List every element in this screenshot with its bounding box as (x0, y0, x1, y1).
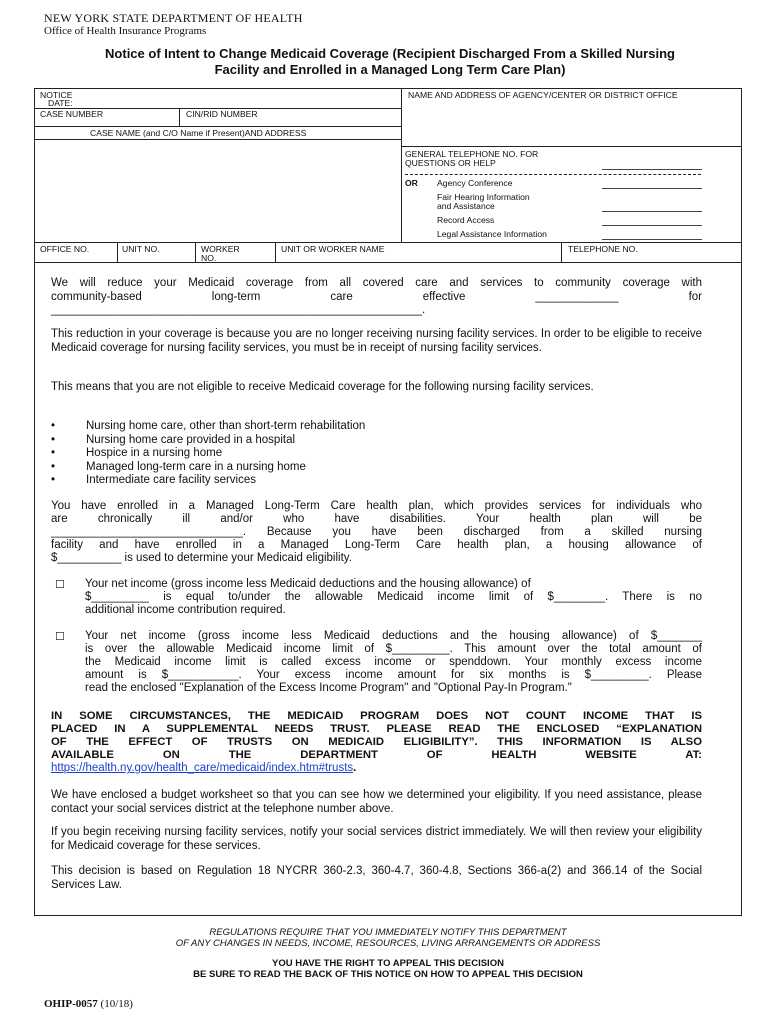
cin-rid-label: CIN/RID NUMBER (186, 109, 258, 119)
option-2-line-3: the Medicaid income limit is called excess income or spenddown. Your monthly excess income (85, 656, 702, 668)
option-1-line-1: Your net income (gross income less Medicaid deductions and the housing allowance) of (85, 578, 531, 590)
legal-assistance-label: Legal Assistance Information (437, 229, 547, 239)
agency-name: NEW YORK STATE DEPARTMENT OF HEALTH (44, 11, 303, 25)
budget-worksheet-paragraph: We have enclosed a budget worksheet so that you can see how we determined your eligibility. If you need assistance, please contact your social services district at the telephone number above. (51, 789, 702, 815)
mltc-line-3: ______________________________. Because you have been discharged from a skilled nursing (51, 526, 702, 538)
option-2-line-1: Your net income (gross income less Medicaid deductions and the housing allowance) of $_______ (85, 630, 702, 642)
case-number-label: CASE NUMBER (40, 109, 104, 119)
trust-notice-line-4: AVAILABLE ON THE DEPARTMENT OF HEALTH WEBSITE AT: (51, 749, 702, 761)
regulations-notice-line-1: REGULATIONS REQUIRE THAT YOU IMMEDIATELY NOTIFY THIS DEPARTMENT (209, 927, 567, 938)
appeal-right-line: YOU HAVE THE RIGHT TO APPEAL THIS DECISION (272, 958, 504, 969)
record-access-label: Record Access (437, 215, 495, 225)
option-2-line-2: is over the allowable Medicaid income limit of $_________. This amount over the total amount of (85, 643, 702, 655)
form-id: OHIP-0057 (10/18) (44, 998, 133, 1010)
unit-no-label: UNIT NO. (122, 244, 160, 254)
appeal-instructions-line: BE SURE TO READ THE BACK OF THIS NOTICE ON HOW TO APPEAL THIS DECISION (193, 969, 583, 980)
agency-conference-label: Agency Conference (437, 178, 513, 188)
title-line-1: Notice of Intent to Change Medicaid Coverage (Recipient Discharged From a Skilled Nursing (105, 46, 675, 61)
regulations-notice-line-2: OF ANY CHANGES IN NEEDS, INCOME, RESOURCES, LIVING ARRANGEMENTS OR ADDRESS (175, 938, 601, 949)
questions-help-label: QUESTIONS OR HELP (405, 158, 496, 168)
mltc-line-4: facility and have enrolled in a Managed Long-Term Care health plan, a housing allowance of (51, 539, 702, 551)
date-label: DATE: (48, 98, 73, 108)
notice-label: NOTICE (40, 90, 73, 100)
nursing-notify-paragraph: If you begin receiving nursing facility services, notify your social services district immediately. We will then review your eligibility for Medicaid coverage for these services. (51, 826, 702, 852)
notice-title (40, 46, 740, 78)
trust-notice-line-2: PLACED IN A SUPPLEMENTAL NEEDS TRUST. PLEASE READ THE ENCLOSED “EXPLANATION (51, 723, 702, 735)
option-1-line-2: $_________ is equal to/under the allowable Medicaid income limit of $________. There is no (85, 591, 702, 603)
not-eligible-paragraph: This means that you are not eligible to receive Medicaid coverage for the following nursing facility services. (51, 381, 594, 393)
mltc-line-1: You have enrolled in a Managed Long-Term Care health plan, which provides services for individuals who (51, 500, 702, 512)
option-2-line-4: amount is $___________. Your excess income amount for six months is $_________. Please (85, 669, 702, 681)
agency-address-label: NAME AND ADDRESS OF AGENCY/CENTER OR DISTRICT OFFICE (408, 90, 678, 100)
income-over-limit-checkbox[interactable]: ☐ (55, 631, 65, 643)
reduction-line-2: community-based long-term care effective _____________ for (51, 291, 702, 303)
or-label: OR (405, 178, 418, 188)
reduction-line-1: We will reduce your Medicaid coverage from all covered care and services to community coverage with (51, 277, 702, 289)
general-phone-label: GENERAL TELEPHONE NO. FOR (405, 149, 539, 159)
title-line-2: Facility and Enrolled in a Managed Long Term Care Plan) (214, 62, 566, 77)
fair-hearing-label: Fair Hearing Information (437, 192, 530, 202)
trust-notice-line-3: OF THE EFFECT OF TRUSTS ON MEDICAID ELIGIBILITY”. THIS INFORMATION IS ALSO (51, 736, 702, 748)
trust-link-line: https://health.ny.gov/health_care/medicaid/index.htm#trusts. (51, 762, 357, 774)
mltc-line-5: $__________ is used to determine your Medicaid eligibility. (51, 552, 352, 564)
worker-no-label-2: NO. (201, 253, 217, 263)
unit-worker-name-label: UNIT OR WORKER NAME (281, 244, 385, 254)
income-under-limit-checkbox[interactable]: ☐ (55, 579, 65, 591)
case-name-label: CASE NAME (and C/O Name if Present)AND ADDRESS (90, 128, 307, 138)
regulation-paragraph: This decision is based on Regulation 18 NYCRR 360-2.3, 360-4.7, 360-4.8, Sections 366-a(2) and 366.14 of the Social Services Law. (51, 865, 702, 891)
office-no-label: OFFICE NO. (40, 244, 90, 254)
reduction-line-3: __________________________________________________________. (51, 304, 426, 316)
fair-hearing-assistance-label: and Assistance (437, 201, 495, 211)
office-name: Office of Health Insurance Programs (44, 25, 207, 37)
trusts-website-link[interactable]: https://health.ny.gov/health_care/medicaid/index.htm#trusts (51, 762, 354, 774)
telephone-no-label: TELEPHONE NO. (568, 244, 638, 254)
option-2-line-5: read the enclosed "Explanation of the Excess Income Program" and "Optional Pay-In Program." (85, 682, 572, 694)
worker-no-label: WORKER (201, 244, 240, 254)
mltc-line-2: are chronically ill and/or who have disabilities. Your health plan will be (51, 513, 702, 525)
option-1-line-3: additional income contribution required. (85, 604, 286, 616)
reason-paragraph: This reduction in your coverage is because you are no longer receiving nursing facility services. In order to be eligible to receive Medicaid coverage for nursing facility services, you must be in receipt of nursing facility services. (51, 328, 702, 354)
trust-notice-line-1: IN SOME CIRCUMSTANCES, THE MEDICAID PROGRAM DOES NOT COUNT INCOME THAT IS (51, 710, 702, 722)
